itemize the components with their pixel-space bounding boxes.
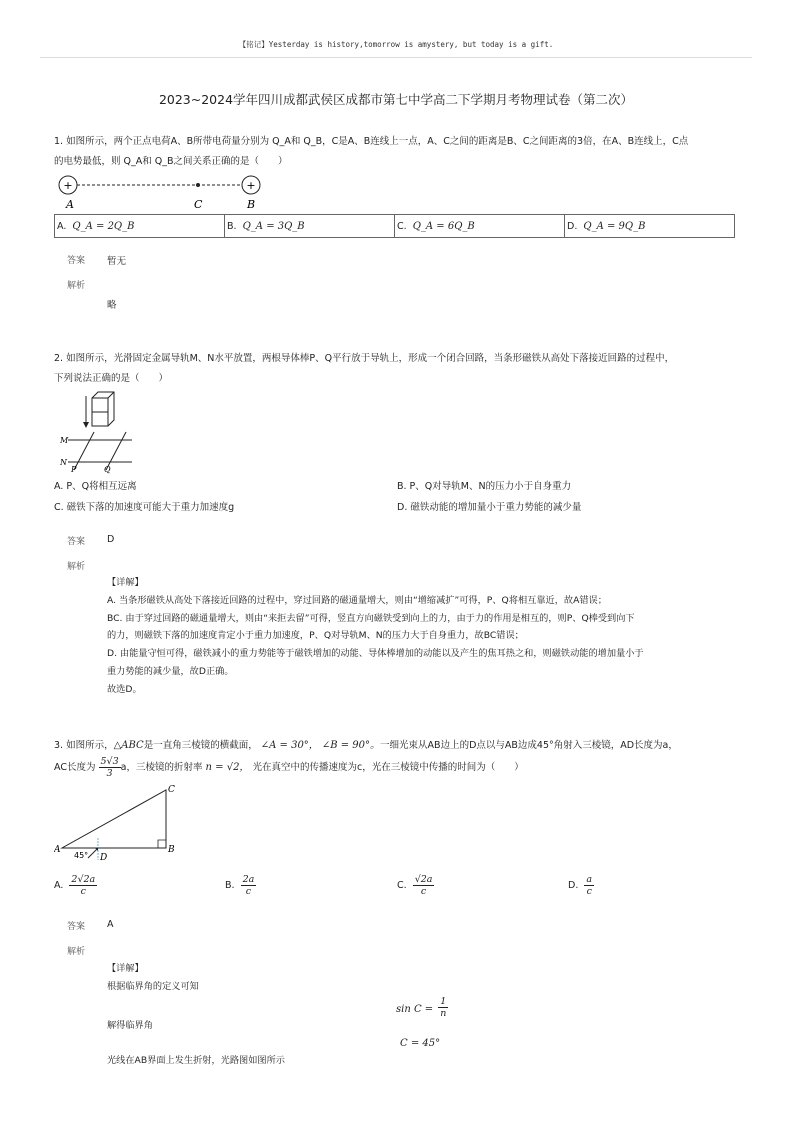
q1-option-d[interactable]: D. Q_A = 9Q_B bbox=[567, 220, 646, 232]
q2-analysis-label: 解析 bbox=[67, 562, 86, 572]
q2-option-b[interactable]: B. P、Q对导轨M、N的压力小于自身重力 bbox=[397, 481, 572, 492]
q3-option-c[interactable]: C. $\frac{√2a}{c}$ bbox=[397, 874, 433, 897]
q3-detail-head: 【详解】 bbox=[107, 963, 144, 974]
rod-p bbox=[74, 432, 94, 470]
label-c: C bbox=[168, 785, 175, 795]
q1-text-line2: 的电势最低，则 Q_A和 Q_B之间关系正确的是（ ） bbox=[54, 156, 288, 167]
prism-triangle bbox=[62, 790, 166, 848]
q2-detail-0: 【详解】 bbox=[107, 577, 144, 588]
q3-answer-label: 答案 bbox=[67, 922, 86, 932]
q2-option-c[interactable]: C. 磁铁下落的加速度可能大于重力加速度g bbox=[54, 502, 235, 513]
q3-analysis-label: 解析 bbox=[67, 947, 86, 957]
charge-b-plus: + bbox=[246, 179, 256, 192]
q2-detail-6: 故选D。 bbox=[107, 684, 142, 695]
label-a: A bbox=[54, 845, 61, 855]
q1-text-line1: 1. 如图所示，两个正点电荷A、B所带电荷量分别为 Q_A和 Q_B，C是A、B连线上一点，A、C之间的距离是B、C之间距离的3倍，在A、B连线上，C点 bbox=[54, 136, 689, 147]
q1-options bbox=[54, 214, 735, 238]
point-c-dot bbox=[196, 183, 200, 187]
q3-detail-2: 解得临界角 bbox=[107, 1020, 153, 1031]
q2-detail-1: A. 当条形磁铁从高处下落接近回路的过程中，穿过回路的磁通量增大，则由“增缩减扩”可得，P、Q将相互靠近，故A错误； bbox=[107, 595, 607, 606]
q3-text-line2: AC长度为 $\frac{5√3}{3}$ a，三棱镜的折射率 n = √2， 光在真空中的传播速度为c，光在三棱镜中传播的时间为（ ） bbox=[54, 756, 524, 779]
q1-figure bbox=[54, 172, 274, 212]
q1-option-c[interactable]: C. Q_A = 6Q_B bbox=[395, 215, 565, 237]
q1-analysis-value: 略 bbox=[107, 300, 117, 311]
label-angle-45: 45° bbox=[74, 851, 89, 860]
label-m: M bbox=[60, 436, 69, 445]
label-q: Q bbox=[104, 465, 111, 474]
q3-option-b[interactable]: B. $\frac{2a}{c}$ bbox=[225, 874, 255, 897]
q3-detail-1: 根据临界角的定义可知 bbox=[107, 981, 199, 992]
q1-answer-value: 暂无 bbox=[107, 256, 127, 267]
q3-text-line1: 3. 如图所示，△ABC是一直角三棱镜的横截面， ∠A = 30°， ∠B = 90°。一细光束从AB边上的D点以与AB边成45°角射入三棱镜，AD长度为a， bbox=[54, 740, 678, 751]
q1-option-b[interactable]: B. Q_A = 3Q_B bbox=[225, 215, 395, 237]
q3-answer-value: A bbox=[107, 919, 114, 930]
q3-formula-2: C = 45° bbox=[400, 1038, 441, 1049]
q3-option-a[interactable]: A. $\frac{2√2a}{c}$ bbox=[54, 874, 96, 897]
label-n: N bbox=[60, 458, 67, 467]
q2-text-line2: 下列说法正确的是（ ） bbox=[54, 373, 169, 384]
q2-detail-3: 的力，则磁铁下落的加速度肯定小于重力加速度，P、Q对导轨M、N的压力大于自身重力，故BC错误； bbox=[107, 630, 524, 641]
q2-detail-5: 重力势能的减少量，故D正确。 bbox=[107, 666, 234, 677]
header-motto: 【铭记】Yesterday is history,tomorrow is amystery, but today is a gift. bbox=[238, 40, 554, 49]
q1-answer-label: 答案 bbox=[67, 256, 86, 266]
q1-option-a[interactable]: A. Q_A = 2Q_B bbox=[55, 215, 225, 237]
label-p: P bbox=[71, 465, 77, 474]
q2-detail-4: D. 由能量守恒可得，磁铁减小的重力势能等于磁铁增加的动能、导体棒增加的动能以及产生的焦耳热之和，则磁铁动能的增加量小于 bbox=[107, 648, 644, 659]
q3-formula-1: sin C = $\frac{1}{n}$ bbox=[396, 996, 447, 1019]
q2-answer-value: D bbox=[107, 534, 115, 545]
header-divider bbox=[40, 57, 752, 58]
label-b: B bbox=[247, 198, 256, 211]
label-c: C bbox=[194, 198, 203, 211]
label-a: A bbox=[66, 198, 74, 211]
q2-option-d[interactable]: D. 磁铁动能的增加量小于重力势能的减少量 bbox=[397, 502, 582, 513]
q3-detail-3: 光线在AB界面上发生折射，光路图如图所示 bbox=[107, 1055, 285, 1066]
q3-ac-fraction: $\frac{5√3}{3}$ bbox=[100, 756, 119, 779]
charge-a-plus: + bbox=[63, 179, 73, 192]
label-b: B bbox=[168, 845, 175, 855]
q2-answer-label: 答案 bbox=[67, 537, 86, 547]
q1-analysis-label: 解析 bbox=[67, 281, 86, 291]
q2-figure bbox=[56, 390, 146, 474]
q3-option-d[interactable]: D. $\frac{a}{c}$ bbox=[568, 874, 593, 897]
page-title: 2023~2024学年四川成都武侯区成都市第七中学高二下学期月考物理试卷（第二次） bbox=[158, 92, 634, 107]
q3-figure bbox=[54, 782, 184, 862]
arrow-head bbox=[83, 422, 89, 428]
q2-detail-2: BC. 由于穿过回路的磁通量增大，则由“来拒去留”可得，竖直方向磁铁受到向上的力，由于力的作用是相互的，则P、Q棒受到向下 bbox=[107, 613, 635, 624]
q2-text-line1: 2. 如图所示，光滑固定金属导轨M、N水平放置，两根导体棒P、Q平行放于导轨上，形成一个闭合回路，当条形磁铁从高处下落接近回路的过程中， bbox=[54, 353, 675, 364]
right-angle-mark bbox=[158, 840, 166, 848]
q2-option-a[interactable]: A. P、Q将相互远离 bbox=[54, 481, 137, 492]
label-d: D bbox=[100, 853, 108, 862]
